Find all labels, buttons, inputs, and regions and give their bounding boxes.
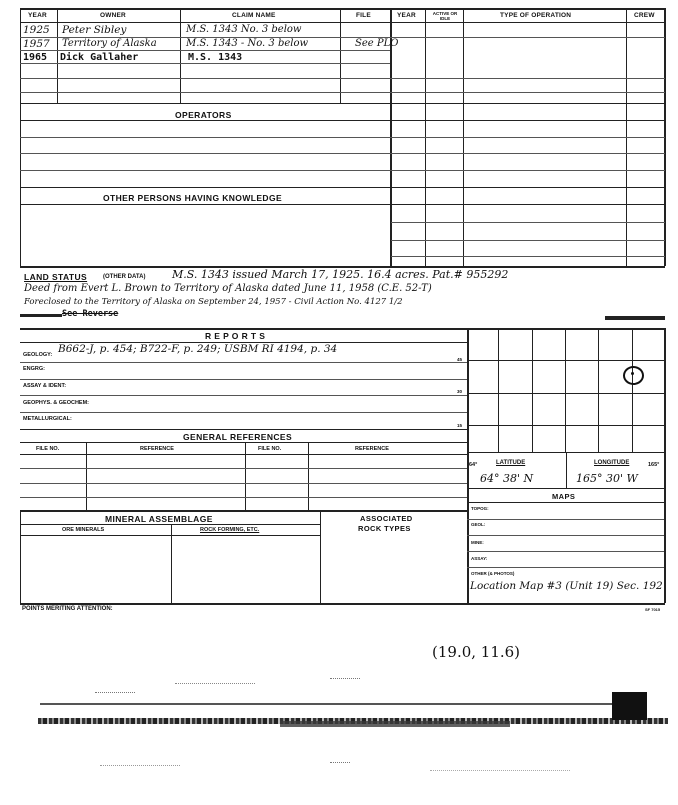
engrg-label: ENGRG: [23,366,45,372]
owner-2-claim: M.S. 1343 - No. 3 below [186,38,309,49]
land-status-other-data: (OTHER DATA) [103,274,146,280]
header-claim-name: CLAIM NAME [232,12,276,19]
geology-value: B662-J, p. 454; B722-F, p. 249; USBM RI 4194, p. 34 [58,343,338,355]
owner-3-year: 1965 [23,52,48,63]
metallurgical-label: METALLURGICAL: [23,416,72,422]
maps-other: OTHER (& PHOTOS) [471,571,515,576]
maps-heading: MAPS [552,492,576,501]
latitude-value: 64° 38' N [480,472,534,485]
geology-label: GEOLOGY: [23,352,53,358]
header-active-idle: ACTIVE OR IDLE [432,11,458,21]
points-meriting-attention: POINTS MERITING ATTENTION: [22,606,113,612]
knowledge-heading: OTHER PERSONS HAVING KNOWLEDGE [103,193,283,203]
ref-col-file-no-1: FILE NO. [36,446,60,452]
ref-col-reference-2: REFERENCE [355,446,389,452]
owner-1-name: Peter Sibley [62,24,127,36]
section-marker-circle [623,366,644,385]
ore-minerals-label: ORE MINERALS [62,527,105,533]
land-status-line-3: Foreclosed to the Territory of Alaska on September 24, 1957 - Civil Action No. 4127 1/2 [24,297,403,307]
longitude-label: LONGITUDE [594,460,630,466]
general-references-heading: GENERAL REFERENCES [183,432,293,442]
assay-ident-label: ASSAY & IDENT: [23,383,67,389]
scale-30: 30 [457,389,463,394]
form-number: SF 7015 [645,607,661,612]
geophys-label: GEOPHYS. & GEOCHEM: [23,400,90,406]
maps-other-value: Location Map #3 (Unit 19) Sec. 192 [470,580,663,592]
operators-heading: OPERATORS [175,110,232,120]
ref-col-file-no-2: FILE NO. [258,446,282,452]
header-type-of-operation: TYPE OF OPERATION [500,12,572,19]
mineral-assemblage-heading: MINERAL ASSEMBLAGE [105,514,213,524]
header-year: YEAR [28,12,47,19]
owner-3-name: Dick Gallaher [60,52,139,63]
owner-1-claim: M.S. 1343 No. 3 below [186,24,302,35]
header-owner: OWNER [100,12,126,19]
top-border [20,8,665,10]
latitude-degree: 64° [469,462,478,468]
owner-2-name: Territory of Alaska [62,38,157,49]
header-file: FILE [356,12,371,19]
rock-types-label: ROCK TYPES [358,524,411,533]
header-bottom-rule [20,22,665,23]
header-crew: CREW [634,12,655,19]
longitude-value: 165° 30' W [576,472,638,485]
scale-15: 15 [457,423,463,428]
owner-1-year: 1925 [23,24,50,36]
latitude-label: LATITUDE [496,460,526,466]
owner-2-year: 1957 [23,38,50,50]
maps-topog: TOPOG: [471,506,489,511]
maps-assay: ASSAY: [471,556,488,561]
owner-3-claim: M.S. 1343 [188,52,243,63]
reports-heading: R E P O R T S [205,331,266,341]
longitude-degree: 165° [648,462,660,468]
owner-2-file: See PLO [355,38,399,49]
scale-45: 45 [457,357,463,362]
land-status-label: LAND STATUS [24,272,88,282]
coordinates-note: (19.0, 11.6) [432,643,521,661]
maps-mine: MINE: [471,540,484,545]
land-status-see-reverse: See Reverse [62,309,119,319]
ref-col-reference-1: REFERENCE [140,446,174,452]
rock-forming-label: ROCK FORMING, ETC. [200,527,260,533]
land-status-line-1: M.S. 1343 issued March 17, 1925. 16.4 acres. Pat.# 955292 [172,268,509,281]
associated-label: ASSOCIATED [360,514,413,523]
maps-geol: GEOL: [471,522,486,527]
header-year-2: YEAR [397,12,416,19]
land-status-line-2: Deed from Evert L. Brown to Territory of Alaska dated June 11, 1958 (C.E. 52-T) [24,283,432,294]
